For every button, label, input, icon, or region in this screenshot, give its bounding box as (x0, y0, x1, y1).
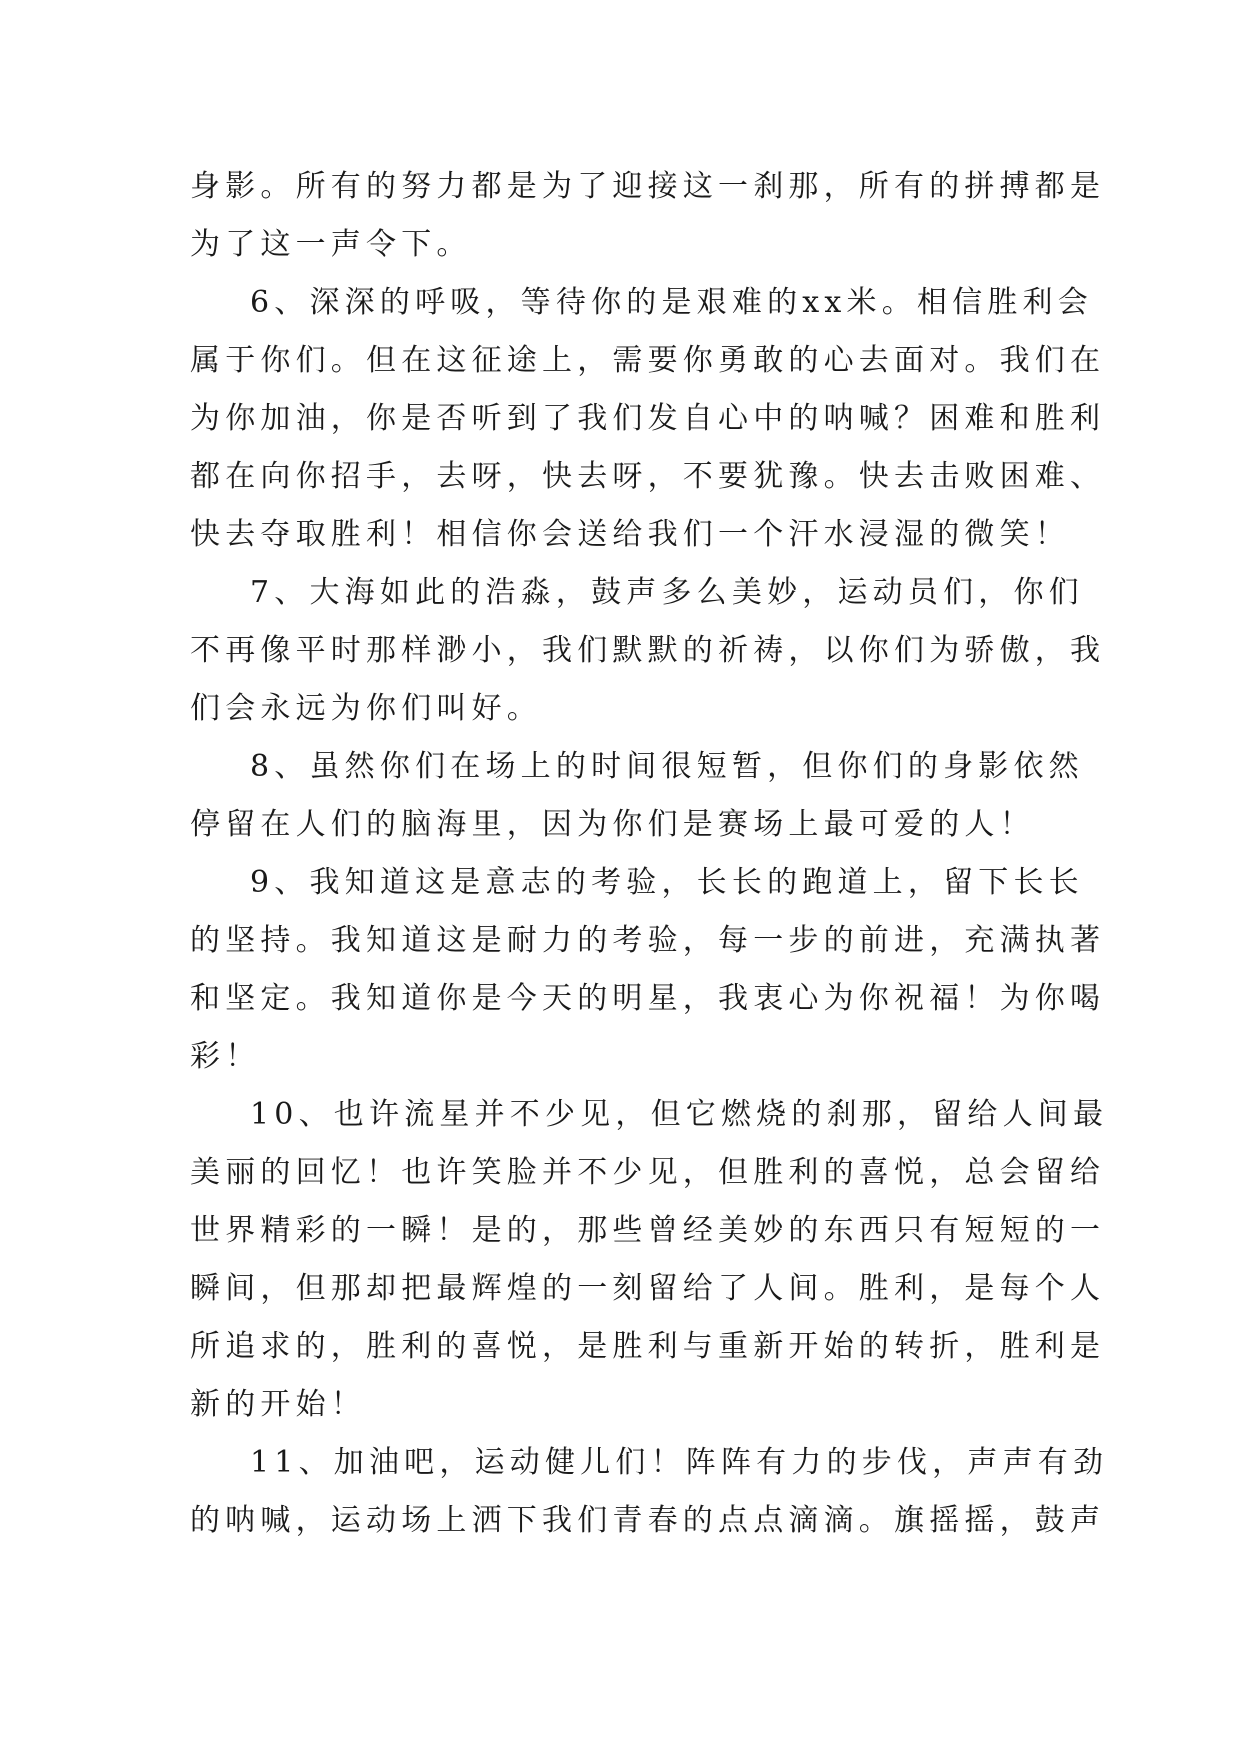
text-line: 停留在人们的脑海里，因为你们是赛场上最可爱的人！ (190, 807, 1035, 842)
document-body (190, 158, 1109, 1550)
text-line: 为你加油，你是否听到了我们发自心中的呐喊？困难和胜利 (190, 401, 1106, 436)
paragraph-10-line: 10、也许流星并不少见，但它燃烧的刹那，留给人间最 (250, 1097, 1109, 1132)
text-line: 不再像平时那样渺小，我们默默的祈祷，以你们为骄傲，我 (190, 633, 1106, 668)
text-line: 彩！ (190, 1039, 261, 1074)
text-line: 为了这一声令下。 (190, 227, 472, 262)
paragraph-9-line: 9、我知道这是意志的考验，长长的跑道上，留下长长 (250, 865, 1084, 900)
text-line: 世界精彩的一瞬！是的，那些曾经美妙的东西只有短短的一 (190, 1213, 1106, 1248)
text-line: 们会永远为你们叫好。 (190, 691, 542, 726)
paragraph-7-line: 7、大海如此的浩淼，鼓声多么美妙，运动员们，你们 (250, 575, 1084, 610)
paragraph-6-line: 6、深深的呼吸，等待你的是艰难的xx米。相信胜利会 (250, 285, 1093, 320)
text-line: 属于你们。但在这征途上，需要你勇敢的心去面对。我们在 (190, 343, 1106, 378)
text-line: 快去夺取胜利！相信你会送给我们一个汗水浸湿的微笑！ (190, 517, 1070, 552)
text-line: 的坚持。我知道这是耐力的考验，每一步的前进，充满执著 (190, 923, 1106, 958)
text-line: 瞬间，但那却把最辉煌的一刻留给了人间。胜利，是每个人 (190, 1271, 1106, 1306)
text-line: 和坚定。我知道你是今天的明星，我衷心为你祝福！为你喝 (190, 981, 1106, 1016)
text-line: 新的开始！ (190, 1387, 366, 1422)
text-line: 身影。所有的努力都是为了迎接这一刹那，所有的拼搏都是 (190, 169, 1106, 204)
paragraph-11-line: 11、加油吧，运动健儿们！阵阵有力的步伐，声声有劲 (250, 1445, 1109, 1480)
text-line: 美丽的回忆！也许笑脸并不少见，但胜利的喜悦，总会留给 (190, 1155, 1106, 1190)
text-line: 都在向你招手，去呀，快去呀，不要犹豫。快去击败困难、 (190, 459, 1106, 494)
paragraph-8-line: 8、虽然你们在场上的时间很短暂，但你们的身影依然 (250, 749, 1084, 784)
text-line: 的呐喊，运动场上洒下我们青春的点点滴滴。旗摇摇，鼓声 (190, 1503, 1106, 1538)
text-line: 所追求的，胜利的喜悦，是胜利与重新开始的转折，胜利是 (190, 1329, 1106, 1364)
